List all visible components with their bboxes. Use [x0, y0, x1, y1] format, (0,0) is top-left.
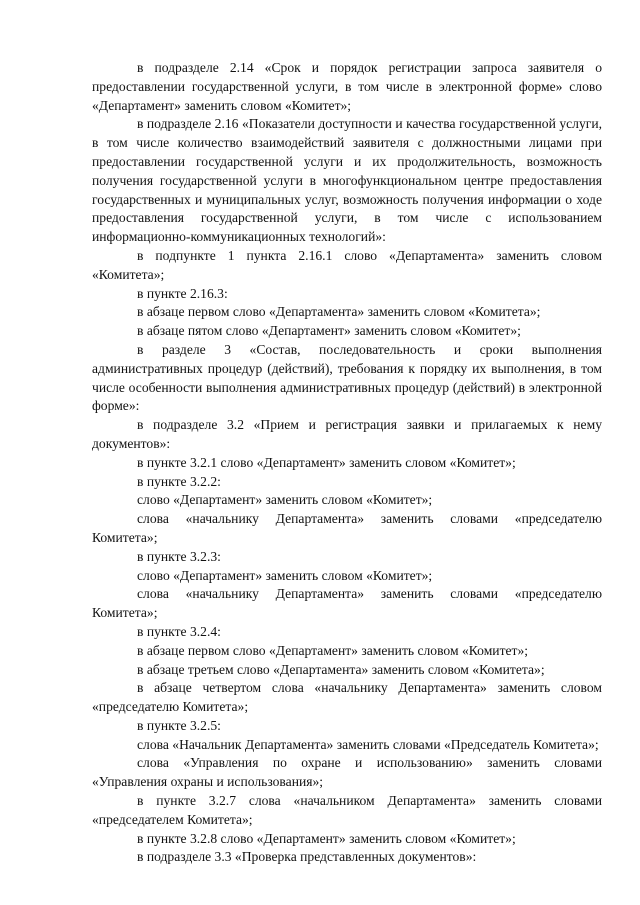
- paragraph-subsection-3-2: в подразделе 3.2 «Прием и регистрация заявки и прилагаемых к нему документов»:: [92, 417, 602, 451]
- paragraph-item-3-2-4: в пункте 3.2.4:: [137, 623, 221, 639]
- paragraph-item-3-2-8: в пункте 3.2.8 слово «Департамент» заменить словом «Комитет»;: [137, 830, 516, 846]
- paragraph-item-3-2-5: в пункте 3.2.5:: [137, 717, 221, 733]
- paragraph-section-3: в разделе 3 «Состав, последовательность и сроки выполнения административных процедур (действий), требования к порядку их выполнения, в том числе особенности выполнения административных процедур (действий) в электронной форме»:: [92, 341, 602, 414]
- paragraph-item-3-2-7: в пункте 3.2.7 слова «начальником Департамента» заменить словами «председателем Комитета»;: [92, 793, 602, 827]
- paragraph-3-2-3-words: слова «начальнику Департамента» заменить словами «председателю Комитета»;: [92, 586, 602, 621]
- paragraph-3-2-3-word: слово «Департамент» заменить словом «Комитет»;: [137, 567, 433, 583]
- paragraph-subsection-2-16: в подразделе 2.16 «Показатели доступности и качества государственной услуги, в том числе количество взаимодействий заявителя с должностными лицами при предоставлении государственной услуги и их продолжительность, возможность получения государственной услуги в многофункциональном центре предоставления государственных и муниципальных услуг, возможность получения информации о ходе предоставления государственной услуги, в том числе с использованием информационно-коммуникационных технологий»:: [92, 116, 602, 245]
- paragraph-item-3-2-3: в пункте 3.2.3:: [137, 548, 221, 564]
- paragraph-subsection-2-14: в подразделе 2.14 «Срок и порядок регистрации запроса заявителя о предоставлении государственной услуги, в том числе в электронной форме» слово «Департамент» заменить словом «Комитет»;: [92, 60, 602, 113]
- paragraph-3-2-5-office: слова «Управления по охране и использованию» заменить словами «Управления охраны и использования»;: [92, 755, 602, 790]
- document-body: [92, 59, 602, 867]
- paragraph-3-2-4-fourth: в абзаце четвертом слова «начальнику Департамента» заменить словом «председателю Комитета»;: [92, 680, 602, 715]
- paragraph-item-2-16-3: в пункте 2.16.3:: [137, 285, 228, 301]
- paragraph-item-2-16-1: в подпункте 1 пункта 2.16.1 слово «Департамента» заменить словом «Комитета»;: [92, 247, 602, 282]
- paragraph-subsection-3-3: в подразделе 3.3 «Проверка представленных документов»:: [137, 849, 477, 865]
- paragraph-3-2-2-word: слово «Департамент» заменить словом «Комитет»;: [137, 492, 433, 508]
- paragraph-3-2-2-words: слова «начальнику Департамента» заменить словами «председателю Комитета»;: [92, 511, 602, 545]
- paragraph-3-2-4-first: в абзаце первом слово «Департамент» заменить словом «Комитет»;: [137, 642, 529, 658]
- paragraph-3-2-5-head: слова «Начальник Департамента» заменить словами «Председатель Комитета»;: [137, 736, 599, 752]
- paragraph-3-2-4-third: в абзаце третьем слово «Департамента» заменить словом «Комитета»;: [137, 661, 545, 677]
- paragraph-2-16-3-fifth: в абзаце пятом слово «Департамент» заменить словом «Комитет»;: [137, 323, 521, 339]
- paragraph-item-3-2-2: в пункте 3.2.2:: [137, 473, 221, 489]
- paragraph-2-16-3-first: в абзаце первом слово «Департамента» заменить словом «Комитета»;: [137, 304, 541, 320]
- paragraph-item-3-2-1: в пункте 3.2.1 слово «Департамент» заменить словом «Комитет»;: [137, 454, 516, 470]
